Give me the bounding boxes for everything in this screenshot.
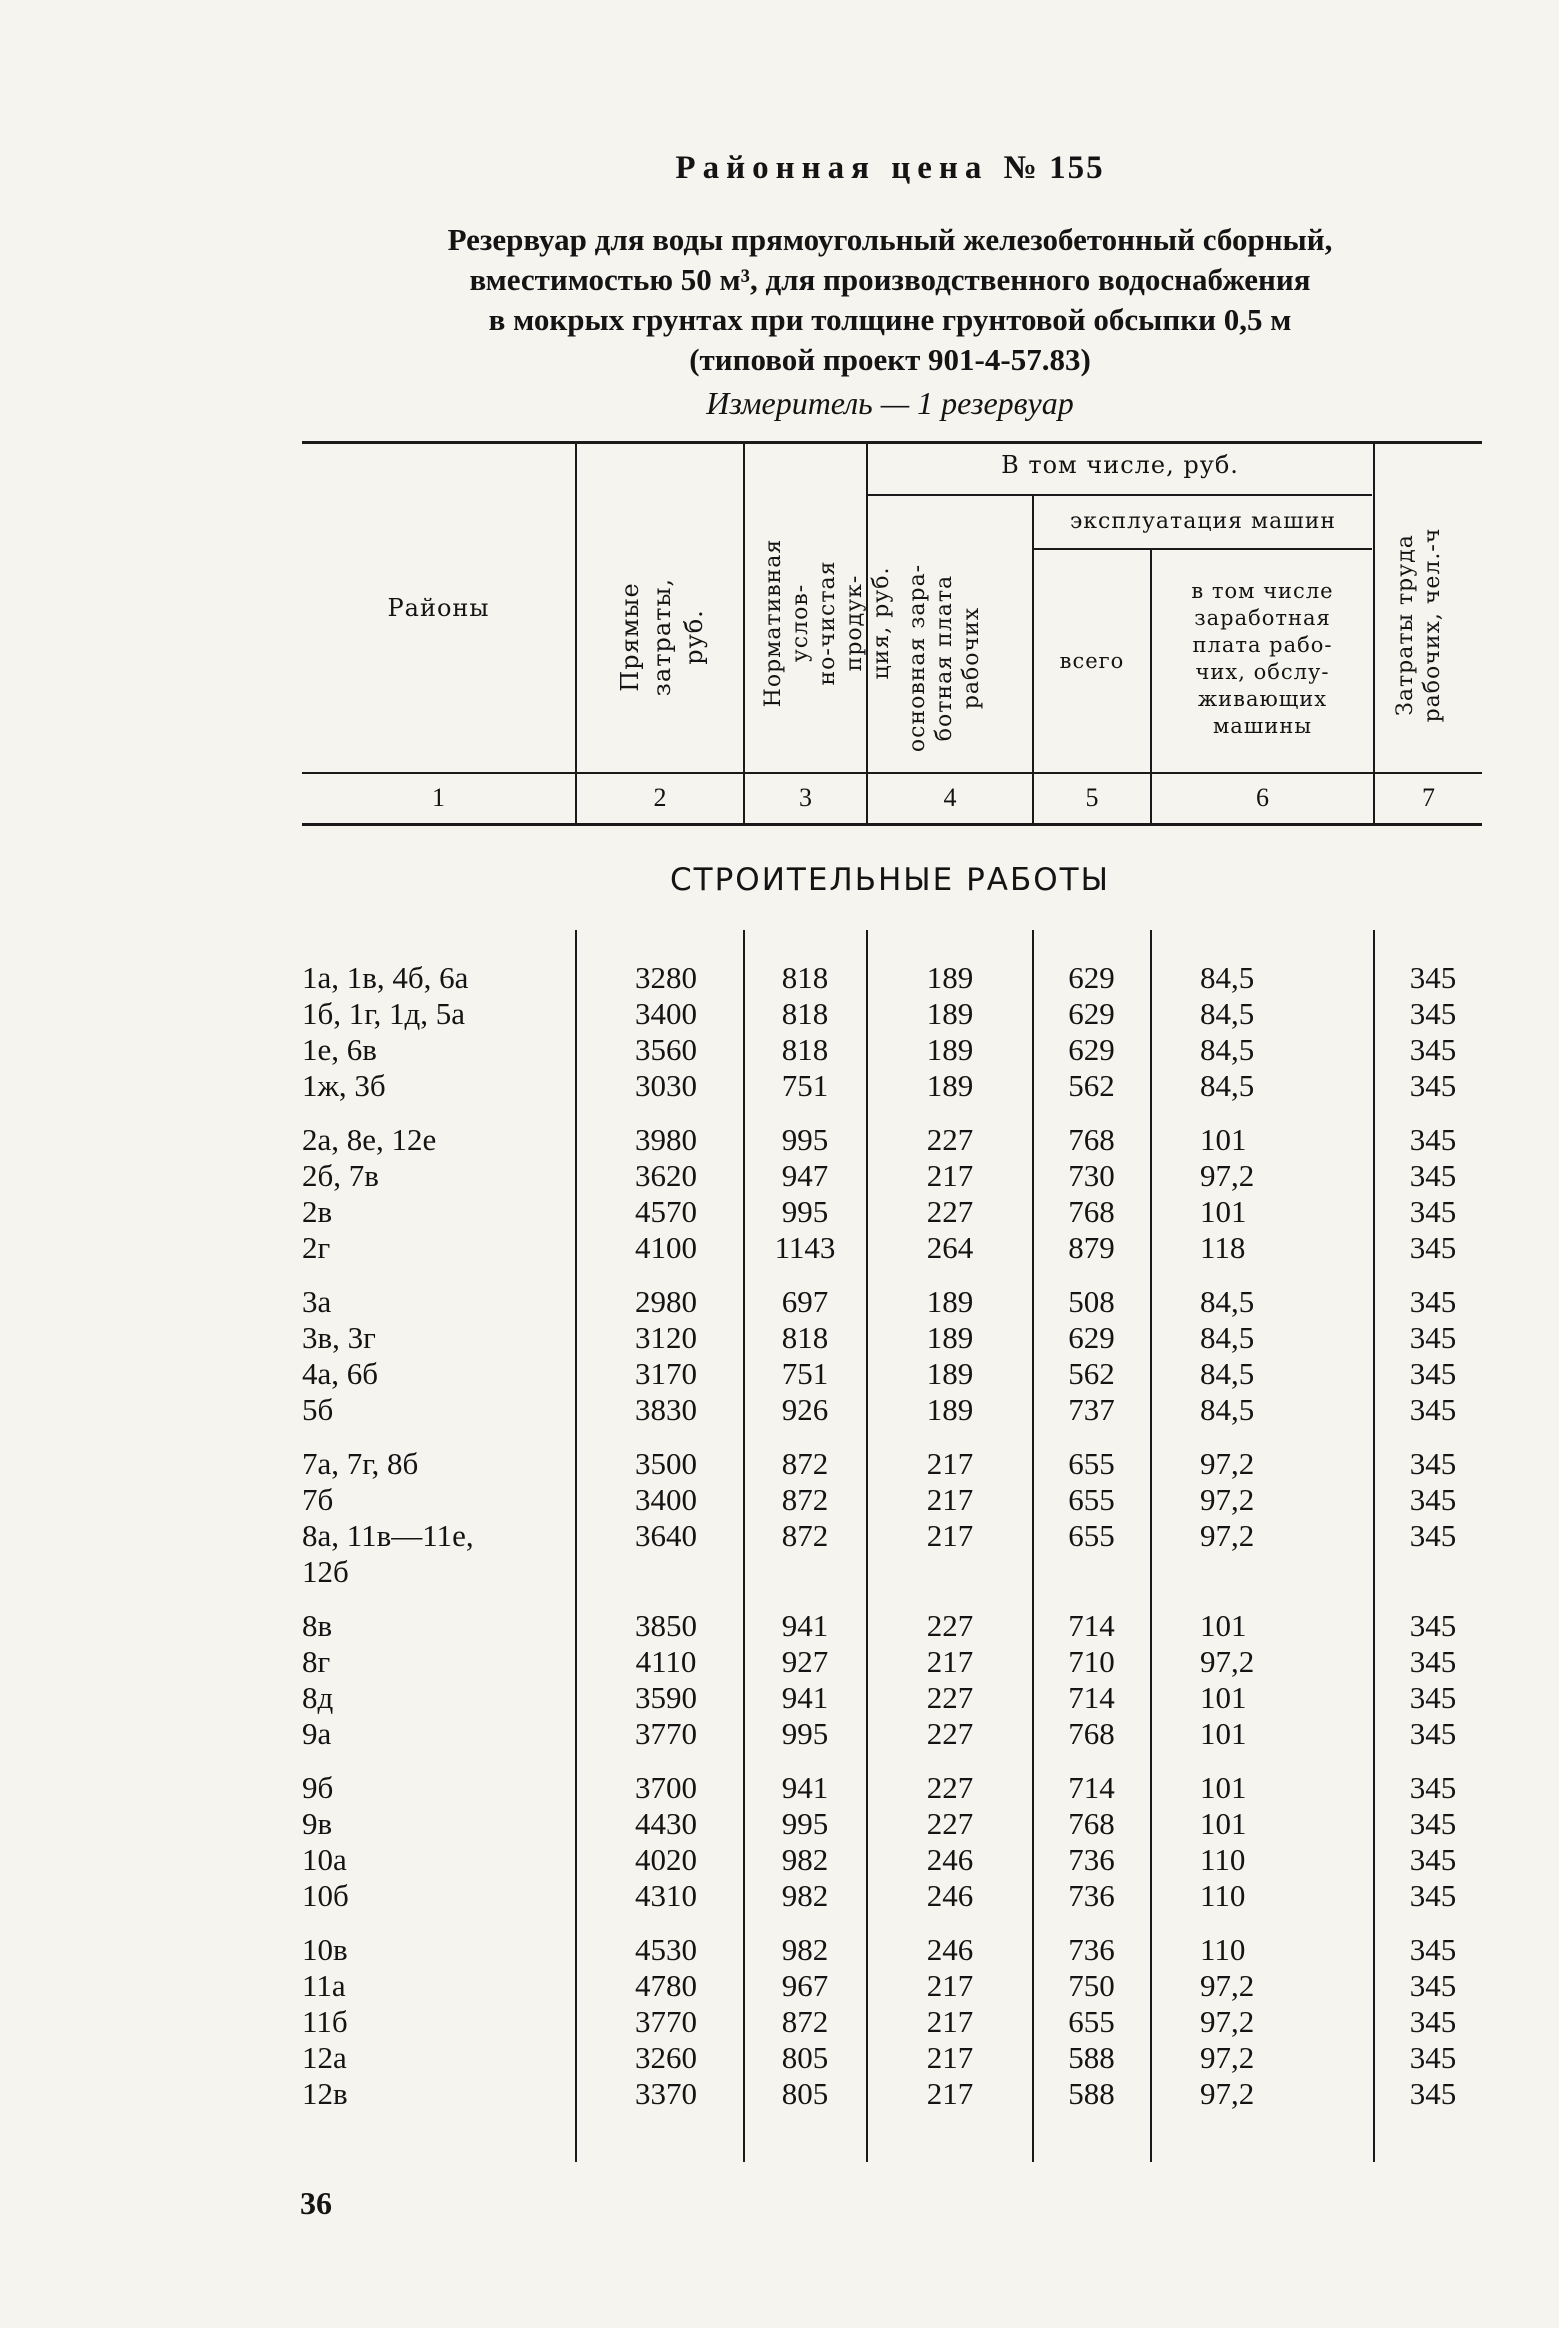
cell-labor-costs: 345	[1409, 1680, 1457, 1715]
header-base-wages-line: основная зара-	[905, 563, 930, 753]
measure-unit: Измеритель — 1 резервуар	[706, 385, 1074, 421]
cell-labor-costs: 345	[1409, 2040, 1457, 2075]
cell-net-production: 1143	[774, 1230, 836, 1265]
cell-district: 2г	[302, 1230, 331, 1265]
cell-base-wages: 217	[926, 1518, 974, 1553]
table-top-rule	[302, 441, 1482, 444]
header-bottom-rule	[302, 772, 1482, 774]
cell-net-production: 872	[781, 2004, 829, 2039]
cell-labor-costs: 345	[1409, 1122, 1457, 1157]
column-number: 6	[1256, 783, 1269, 812]
cell-labor-costs: 345	[1409, 2004, 1457, 2039]
cell-direct-costs: 3370	[635, 2076, 697, 2111]
cell-direct-costs: 3280	[635, 960, 697, 995]
page-number: 36	[300, 2185, 332, 2221]
cell-machine-total: 655	[1068, 1518, 1115, 1553]
cell-machine-wages: 97,2	[1200, 2040, 1255, 2075]
column-number: 7	[1422, 783, 1435, 812]
cell-machine-wages: 84,5	[1200, 1320, 1255, 1355]
cell-district: 8в	[302, 1608, 333, 1643]
cell-machine-total: 736	[1068, 1932, 1115, 1967]
cell-machine-wages: 101	[1200, 1680, 1247, 1715]
cell-net-production: 818	[781, 996, 829, 1031]
cell-machine-total: 736	[1068, 1878, 1115, 1913]
header-labor-costs	[1392, 517, 1462, 733]
cell-base-wages: 227	[926, 1122, 974, 1157]
column-numbers-rule	[302, 823, 1482, 826]
cell-machine-wages: 84,5	[1200, 1356, 1255, 1391]
cell-machine-wages: 97,2	[1200, 1482, 1255, 1517]
header-machine-wages	[1152, 578, 1373, 740]
cell-machine-total: 508	[1068, 1284, 1115, 1319]
cell-machine-total: 768	[1068, 1716, 1115, 1751]
cell-district: 12в	[302, 2076, 348, 2111]
cell-direct-costs: 3830	[635, 1392, 697, 1427]
cell-labor-costs: 345	[1409, 1356, 1457, 1391]
cell-district: 8д	[302, 1680, 334, 1715]
cell-net-production: 941	[781, 1770, 829, 1805]
cell-base-wages: 189	[926, 1284, 974, 1319]
cell-district: 8а, 11в—11е,	[302, 1518, 474, 1553]
cell-district: 3в, 3г	[302, 1320, 376, 1355]
cell-base-wages: 217	[926, 1446, 974, 1481]
body-column-divider	[866, 930, 868, 2162]
cell-machine-wages: 101	[1200, 1770, 1247, 1805]
column-number: 5	[1085, 783, 1099, 812]
cell-machine-wages: 97,2	[1200, 1158, 1255, 1193]
cell-district: 2а, 8е, 12е	[302, 1122, 437, 1157]
cell-base-wages: 227	[926, 1608, 974, 1643]
cell-net-production: 805	[781, 2076, 829, 2111]
cell-direct-costs: 3700	[635, 1770, 697, 1805]
cell-machine-total: 629	[1068, 1032, 1115, 1067]
cell-direct-costs: 4020	[635, 1842, 697, 1877]
cell-direct-costs: 3500	[635, 1446, 697, 1481]
cell-base-wages: 227	[926, 1194, 974, 1229]
cell-net-production: 941	[781, 1608, 829, 1643]
cell-machine-total: 768	[1068, 1194, 1115, 1229]
cell-base-wages: 246	[926, 1878, 974, 1913]
cell-labor-costs: 345	[1409, 960, 1457, 995]
cell-direct-costs: 4430	[635, 1806, 697, 1841]
body-column-divider	[1150, 930, 1152, 2162]
cell-net-production: 926	[781, 1392, 829, 1427]
cell-direct-costs: 3770	[635, 1716, 697, 1751]
cell-direct-costs: 3120	[635, 1320, 697, 1355]
header-machine-wages-line: заработная	[1194, 606, 1331, 630]
cell-machine-wages: 101	[1200, 1716, 1247, 1751]
cell-machine-total: 768	[1068, 1806, 1115, 1841]
subtitle-line: (типовой проект 901-4-57.83)	[689, 342, 1091, 377]
header-machine-wages-line: плата рабо-	[1192, 633, 1333, 657]
column-number: 2	[653, 783, 667, 812]
cell-direct-costs: 3770	[635, 2004, 697, 2039]
cell-base-wages: 227	[926, 1770, 974, 1805]
cell-labor-costs: 345	[1409, 1158, 1457, 1193]
cell-labor-costs: 345	[1409, 1806, 1457, 1841]
heading-text: Районная цена	[675, 150, 989, 186]
cell-labor-costs: 345	[1409, 1842, 1457, 1877]
header-districts: Районы	[387, 594, 490, 622]
header-base-wages-line: ботная плата	[932, 574, 957, 742]
cell-machine-total: 714	[1068, 1770, 1115, 1805]
cell-district: 9в	[302, 1806, 333, 1841]
cell-district: 3а	[302, 1284, 332, 1319]
document-subtitle	[300, 220, 1480, 380]
cell-net-production: 872	[781, 1518, 829, 1553]
header-net-production-line: Нормативная услов-	[761, 538, 813, 708]
cell-base-wages: 217	[926, 2040, 974, 2075]
cell-machine-wages: 97,2	[1200, 2076, 1255, 2111]
cell-machine-wages: 97,2	[1200, 2004, 1255, 2039]
cell-district: 7б	[302, 1482, 334, 1517]
cell-base-wages: 217	[926, 2004, 974, 2039]
cell-labor-costs: 345	[1409, 1518, 1457, 1553]
cell-machine-wages: 97,2	[1200, 1644, 1255, 1679]
cell-machine-total: 655	[1068, 1446, 1115, 1481]
cell-net-production: 947	[781, 1158, 829, 1193]
cell-direct-costs: 3640	[635, 1518, 697, 1553]
header-net-production-line: но-чистая продук-	[815, 560, 867, 686]
subgroup-header-rule	[1034, 548, 1372, 550]
header-labor-costs-line: рабочих, чел.-ч	[1420, 527, 1445, 723]
cell-labor-costs: 345	[1409, 1968, 1457, 2003]
cell-district: 10б	[302, 1878, 349, 1913]
subtitle-line: вместимостью 50 м³, для производственного водоснабжения	[469, 262, 1311, 297]
cell-direct-costs: 4110	[635, 1644, 697, 1679]
cell-labor-costs: 345	[1409, 1032, 1457, 1067]
header-labor-costs-line: Затраты труда	[1393, 534, 1418, 716]
cell-net-production: 995	[781, 1806, 829, 1841]
cell-base-wages: 227	[926, 1806, 974, 1841]
cell-net-production: 995	[781, 1716, 829, 1751]
column-divider	[575, 443, 577, 823]
cell-labor-costs: 345	[1409, 1194, 1457, 1229]
cell-net-production: 982	[781, 1878, 829, 1913]
cell-base-wages: 217	[926, 1158, 974, 1193]
cell-base-wages: 189	[926, 1320, 974, 1355]
header-net-production-line: ция, руб.	[869, 566, 894, 680]
cell-base-wages: 217	[926, 1482, 974, 1517]
cell-machine-total: 737	[1068, 1392, 1115, 1427]
cell-labor-costs: 345	[1409, 1644, 1457, 1679]
cell-labor-costs: 345	[1409, 1608, 1457, 1643]
cell-base-wages: 227	[926, 1680, 974, 1715]
cell-district: 1а, 1в, 4б, 6а	[302, 960, 469, 995]
cell-machine-total: 750	[1068, 1968, 1115, 2003]
cell-labor-costs: 345	[1409, 1482, 1457, 1517]
header-machine-wages-line: живающих	[1197, 687, 1328, 711]
cell-direct-costs: 4780	[635, 1968, 697, 2003]
column-number: 4	[943, 783, 957, 812]
body-column-divider	[575, 930, 577, 2162]
column-divider	[743, 443, 745, 823]
cell-net-production: 982	[781, 1842, 829, 1877]
cell-direct-costs: 3590	[635, 1680, 697, 1715]
cell-machine-total: 629	[1068, 960, 1115, 995]
cell-net-production: 872	[781, 1482, 829, 1517]
subtitle-line: в мокрых грунтах при толщине грунтовой обсыпки 0,5 м	[488, 302, 1292, 337]
cell-district: 4а, 6б	[302, 1356, 379, 1391]
cell-labor-costs: 345	[1409, 2076, 1457, 2111]
cell-net-production: 995	[781, 1122, 829, 1157]
cell-base-wages: 246	[926, 1842, 974, 1877]
header-including: В том числе, руб.	[1001, 451, 1239, 479]
cell-direct-costs: 4570	[635, 1194, 697, 1229]
cell-machine-wages: 97,2	[1200, 1968, 1255, 2003]
cell-district: 9а	[302, 1716, 332, 1751]
header-direct-costs	[614, 524, 708, 750]
cell-district: 7а, 7г, 8б	[302, 1446, 419, 1481]
cell-machine-total: 736	[1068, 1842, 1115, 1877]
cell-labor-costs: 345	[1409, 1878, 1457, 1913]
cell-net-production: 751	[781, 1068, 829, 1103]
cell-labor-costs: 345	[1409, 1230, 1457, 1265]
cell-net-production: 805	[781, 2040, 829, 2075]
header-base-wages	[904, 547, 994, 769]
header-machine-operation: эксплуатация машин	[1069, 509, 1337, 534]
cell-labor-costs: 345	[1409, 1392, 1457, 1427]
cell-machine-total: 562	[1068, 1068, 1115, 1103]
cell-direct-costs: 3620	[635, 1158, 697, 1193]
cell-machine-wages: 101	[1200, 1608, 1247, 1643]
cell-direct-costs: 4100	[635, 1230, 697, 1265]
cell-machine-total: 655	[1068, 2004, 1115, 2039]
cell-base-wages: 189	[926, 996, 974, 1031]
cell-base-wages: 217	[926, 1968, 974, 2003]
cell-district: 11б	[302, 2004, 348, 2039]
cell-base-wages: 189	[926, 960, 974, 995]
cell-district: 2в	[302, 1194, 333, 1229]
cell-district: 12б	[302, 1554, 349, 1589]
cell-district: 1е, 6в	[302, 1032, 377, 1067]
cell-net-production: 941	[781, 1680, 829, 1715]
cell-net-production: 818	[781, 1032, 829, 1067]
header-base-wages-line: рабочих	[959, 606, 984, 710]
cell-machine-wages: 118	[1200, 1230, 1246, 1265]
cell-machine-wages: 110	[1200, 1842, 1246, 1877]
header-total: всего	[1059, 649, 1125, 673]
cell-direct-costs: 3850	[635, 1608, 697, 1643]
cell-net-production: 818	[781, 960, 829, 995]
cell-machine-wages: 84,5	[1200, 1284, 1255, 1319]
cell-labor-costs: 345	[1409, 1770, 1457, 1805]
cell-machine-wages: 84,5	[1200, 1068, 1255, 1103]
cell-labor-costs: 345	[1409, 1320, 1457, 1355]
header-machine-wages-line: чих, обслу-	[1195, 660, 1330, 684]
cell-labor-costs: 345	[1409, 1446, 1457, 1481]
cell-machine-total: 710	[1068, 1644, 1115, 1679]
cell-net-production: 751	[781, 1356, 829, 1391]
cell-machine-total: 655	[1068, 1482, 1115, 1517]
cell-machine-wages: 97,2	[1200, 1518, 1255, 1553]
cell-district: 8г	[302, 1644, 331, 1679]
cell-district: 10в	[302, 1932, 348, 1967]
cell-machine-total: 768	[1068, 1122, 1115, 1157]
cell-machine-wages: 110	[1200, 1932, 1246, 1967]
cell-base-wages: 264	[926, 1230, 974, 1265]
cell-machine-wages: 110	[1200, 1878, 1246, 1913]
cell-base-wages: 189	[926, 1068, 974, 1103]
header-direct-costs-line: руб.	[680, 609, 708, 665]
cell-labor-costs: 345	[1409, 996, 1457, 1031]
cell-district: 1ж, 3б	[302, 1068, 386, 1103]
header-net-production	[760, 510, 894, 736]
cell-machine-wages: 84,5	[1200, 996, 1255, 1031]
cell-net-production: 818	[781, 1320, 829, 1355]
cell-direct-costs: 3260	[635, 2040, 697, 2075]
cell-machine-total: 588	[1068, 2076, 1115, 2111]
cell-labor-costs: 345	[1409, 1716, 1457, 1751]
column-divider	[1373, 443, 1375, 823]
cell-machine-total: 714	[1068, 1680, 1115, 1715]
cell-district: 5б	[302, 1392, 334, 1427]
cell-direct-costs: 4530	[635, 1932, 697, 1967]
subtitle-line: Резервуар для воды прямоугольный железобетонный сборный,	[447, 222, 1333, 257]
cell-labor-costs: 345	[1409, 1284, 1457, 1319]
column-number: 1	[432, 783, 445, 812]
cell-direct-costs: 3170	[635, 1356, 697, 1391]
cell-machine-wages: 97,2	[1200, 1446, 1255, 1481]
cell-base-wages: 217	[926, 2076, 974, 2111]
cell-machine-total: 562	[1068, 1356, 1115, 1391]
cell-machine-total: 629	[1068, 1320, 1115, 1355]
cell-district: 10а	[302, 1842, 347, 1877]
cell-machine-total: 714	[1068, 1608, 1115, 1643]
cell-machine-wages: 101	[1200, 1194, 1247, 1229]
cell-direct-costs: 2980	[635, 1284, 697, 1319]
body-column-divider	[1373, 930, 1375, 2162]
cell-district: 1б, 1г, 1д, 5а	[302, 996, 466, 1031]
cell-machine-wages: 84,5	[1200, 960, 1255, 995]
cell-base-wages: 227	[926, 1716, 974, 1751]
cell-direct-costs: 3560	[635, 1032, 697, 1067]
section-title: СТРОИТЕЛЬНЫЕ РАБОТЫ	[670, 862, 1110, 898]
cell-net-production: 967	[781, 1968, 829, 2003]
cell-machine-total: 588	[1068, 2040, 1115, 2075]
heading-number: № 155	[1003, 150, 1105, 186]
cell-net-production: 982	[781, 1932, 829, 1967]
header-machine-wages-line: в том числе	[1191, 579, 1334, 603]
cell-direct-costs: 3030	[635, 1068, 697, 1103]
cell-district: 12а	[302, 2040, 347, 2075]
cell-machine-total: 730	[1068, 1158, 1115, 1193]
cell-direct-costs: 3400	[635, 1482, 697, 1517]
cell-net-production: 995	[781, 1194, 829, 1229]
cell-base-wages: 217	[926, 1644, 974, 1679]
group-header-rule	[866, 494, 1372, 496]
cell-base-wages: 189	[926, 1356, 974, 1391]
cell-direct-costs: 4310	[635, 1878, 697, 1913]
cell-machine-wages: 84,5	[1200, 1392, 1255, 1427]
cell-machine-total: 629	[1068, 996, 1115, 1031]
cell-base-wages: 246	[926, 1932, 974, 1967]
cell-labor-costs: 345	[1409, 1932, 1457, 1967]
cell-district: 2б, 7в	[302, 1158, 379, 1193]
cell-net-production: 927	[781, 1644, 829, 1679]
cell-base-wages: 189	[926, 1392, 974, 1427]
cell-net-production: 872	[781, 1446, 829, 1481]
header-direct-costs-line: Прямые затраты,	[616, 577, 676, 697]
cell-base-wages: 189	[926, 1032, 974, 1067]
page-heading	[300, 150, 1480, 187]
cell-labor-costs: 345	[1409, 1068, 1457, 1103]
column-number: 3	[799, 783, 812, 812]
header-machine-wages-line: машины	[1212, 714, 1313, 738]
cell-machine-wages: 101	[1200, 1806, 1247, 1841]
cell-net-production: 697	[781, 1284, 829, 1319]
cell-district: 9б	[302, 1770, 334, 1805]
cell-machine-total: 879	[1068, 1230, 1115, 1265]
cell-machine-wages: 84,5	[1200, 1032, 1255, 1067]
cell-direct-costs: 3980	[635, 1122, 697, 1157]
cell-machine-wages: 101	[1200, 1122, 1247, 1157]
cell-district: 11а	[302, 1968, 346, 2003]
cell-direct-costs: 3400	[635, 996, 697, 1031]
